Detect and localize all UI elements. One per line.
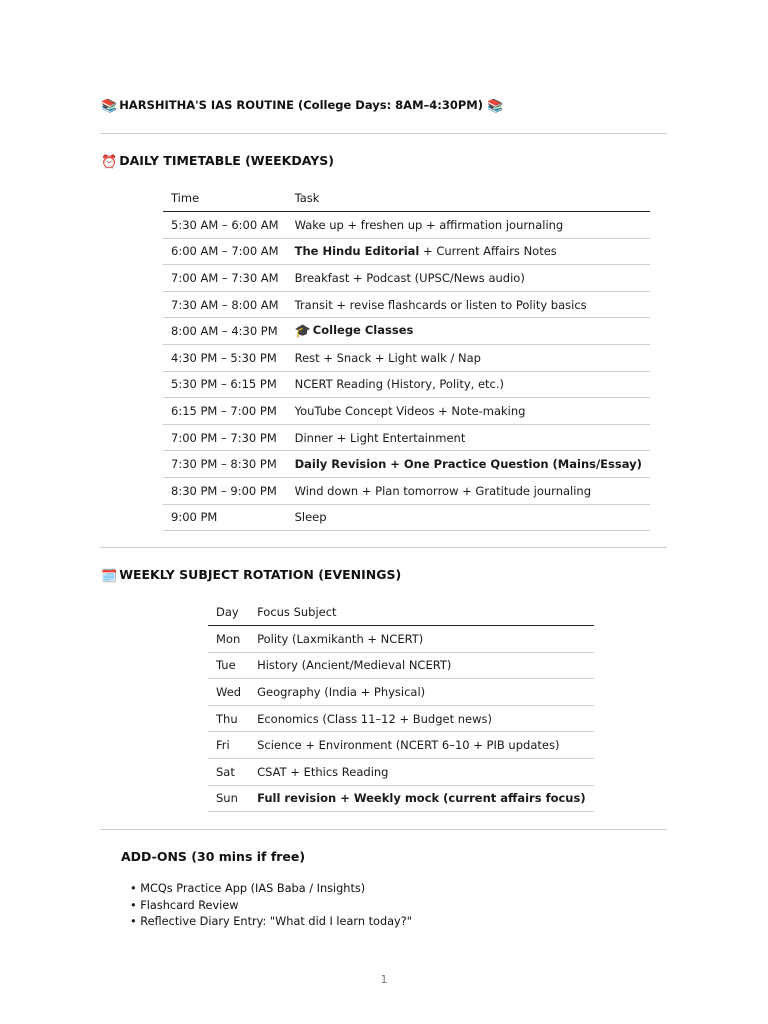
calendar-icon: 🗓️ bbox=[101, 569, 118, 584]
task-cell bbox=[287, 318, 650, 345]
task-cell: YouTube Concept Videos + Note-making bbox=[287, 398, 650, 425]
books-icon: 📚 bbox=[101, 99, 118, 114]
subject-cell: Polity (Laxmikanth + NCERT) bbox=[249, 626, 594, 653]
subject-cell: Science + Environment (NCERT 6–10 + PIB updates) bbox=[249, 732, 594, 759]
table-row bbox=[208, 705, 594, 732]
divider bbox=[100, 829, 667, 830]
addons-heading: ADD-ONS (30 mins if free) bbox=[121, 849, 306, 864]
day-cell: Sat bbox=[208, 758, 249, 785]
time-cell: 8:30 PM – 9:00 PM bbox=[163, 477, 287, 504]
daily-timetable bbox=[163, 185, 650, 531]
task-cell: Wake up + freshen up + affirmation journaling bbox=[287, 212, 650, 239]
time-cell: 5:30 AM – 6:00 AM bbox=[163, 212, 287, 239]
weekly-rotation-table bbox=[208, 599, 594, 812]
time-cell: 7:00 AM – 7:30 AM bbox=[163, 265, 287, 292]
table-row bbox=[163, 344, 650, 371]
table-header-row bbox=[163, 185, 650, 212]
books-icon: 📚 bbox=[487, 99, 504, 114]
divider bbox=[100, 547, 667, 548]
task-cell: Sleep bbox=[287, 504, 650, 531]
task-cell: Breakfast + Podcast (UPSC/News audio) bbox=[287, 265, 650, 292]
timetable-heading: ⏰ DAILY TIMETABLE (WEEKDAYS) bbox=[101, 153, 334, 170]
time-cell: 4:30 PM – 5:30 PM bbox=[163, 344, 287, 371]
day-cell: Wed bbox=[208, 679, 249, 706]
task-bold-text: The Hindu Editorial bbox=[294, 244, 420, 259]
divider bbox=[100, 133, 667, 134]
graduation-cap-icon: 🎓 bbox=[294, 324, 311, 340]
subject-cell: History (Ancient/Medieval NCERT) bbox=[249, 652, 594, 679]
time-cell: 8:00 AM – 4:30 PM bbox=[163, 318, 287, 345]
time-cell: 7:30 PM – 8:30 PM bbox=[163, 451, 287, 478]
table-row bbox=[163, 265, 650, 292]
document-title bbox=[101, 98, 505, 114]
day-cell: Tue bbox=[208, 652, 249, 679]
time-cell: 7:30 AM – 8:00 AM bbox=[163, 291, 287, 318]
list-item: • Flashcard Review bbox=[130, 898, 239, 912]
time-cell: 9:00 PM bbox=[163, 504, 287, 531]
time-cell: 6:00 AM – 7:00 AM bbox=[163, 238, 287, 265]
table-header-row bbox=[208, 599, 594, 626]
time-cell: 5:30 PM – 6:15 PM bbox=[163, 371, 287, 398]
table-row bbox=[163, 398, 650, 425]
table-row bbox=[208, 732, 594, 759]
table-row bbox=[163, 504, 650, 531]
table-row bbox=[208, 652, 594, 679]
time-cell: 6:15 PM – 7:00 PM bbox=[163, 398, 287, 425]
table-row bbox=[163, 318, 650, 345]
task-text: + Current Affairs Notes bbox=[419, 244, 557, 259]
table-row bbox=[163, 451, 650, 478]
table-row bbox=[163, 371, 650, 398]
column-header-day: Day bbox=[208, 599, 249, 626]
table-row bbox=[208, 785, 594, 812]
list-item: • Reflective Diary Entry: "What did I learn today?" bbox=[130, 915, 412, 928]
subject-cell: Full revision + Weekly mock (current affairs focus) bbox=[249, 785, 594, 812]
task-cell bbox=[287, 238, 650, 265]
column-header-time: Time bbox=[163, 185, 287, 212]
subject-cell: Geography (India + Physical) bbox=[249, 679, 594, 706]
day-cell: Thu bbox=[208, 705, 249, 732]
day-cell: Mon bbox=[208, 626, 249, 653]
day-cell: Sun bbox=[208, 785, 249, 812]
table-row bbox=[163, 424, 650, 451]
task-cell: Daily Revision + One Practice Question (Mains/Essay) bbox=[287, 451, 650, 478]
column-header-focus-subject: Focus Subject bbox=[249, 599, 594, 626]
subject-cell: CSAT + Ethics Reading bbox=[249, 758, 594, 785]
table-row bbox=[163, 291, 650, 318]
time-cell: 7:00 PM – 7:30 PM bbox=[163, 424, 287, 451]
task-cell: Rest + Snack + Light walk / Nap bbox=[287, 344, 650, 371]
page-number: 1 bbox=[380, 973, 388, 986]
table-row bbox=[163, 477, 650, 504]
subject-cell: Economics (Class 11–12 + Budget news) bbox=[249, 705, 594, 732]
day-cell: Fri bbox=[208, 732, 249, 759]
list-item: • MCQs Practice App (IAS Baba / Insights) bbox=[130, 882, 366, 895]
alarm-clock-icon: ⏰ bbox=[101, 155, 118, 170]
column-header-task: Task bbox=[287, 185, 650, 212]
task-bold-text: College Classes bbox=[312, 323, 414, 338]
addons-list bbox=[130, 881, 412, 931]
document-title-text: HARSHITHA'S IAS ROUTINE (College Days: 8AM–4:30PM) bbox=[119, 98, 484, 112]
table-row bbox=[208, 679, 594, 706]
task-cell: Dinner + Light Entertainment bbox=[287, 424, 650, 451]
task-cell: Transit + revise flashcards or listen to Polity basics bbox=[287, 291, 650, 318]
table-row bbox=[163, 212, 650, 239]
task-cell: Wind down + Plan tomorrow + Gratitude journaling bbox=[287, 477, 650, 504]
table-row bbox=[208, 758, 594, 785]
table-row bbox=[163, 238, 650, 265]
table-row bbox=[208, 626, 594, 653]
task-cell: NCERT Reading (History, Polity, etc.) bbox=[287, 371, 650, 398]
rotation-heading: 🗓️ WEEKLY SUBJECT ROTATION (EVENINGS) bbox=[101, 567, 402, 584]
